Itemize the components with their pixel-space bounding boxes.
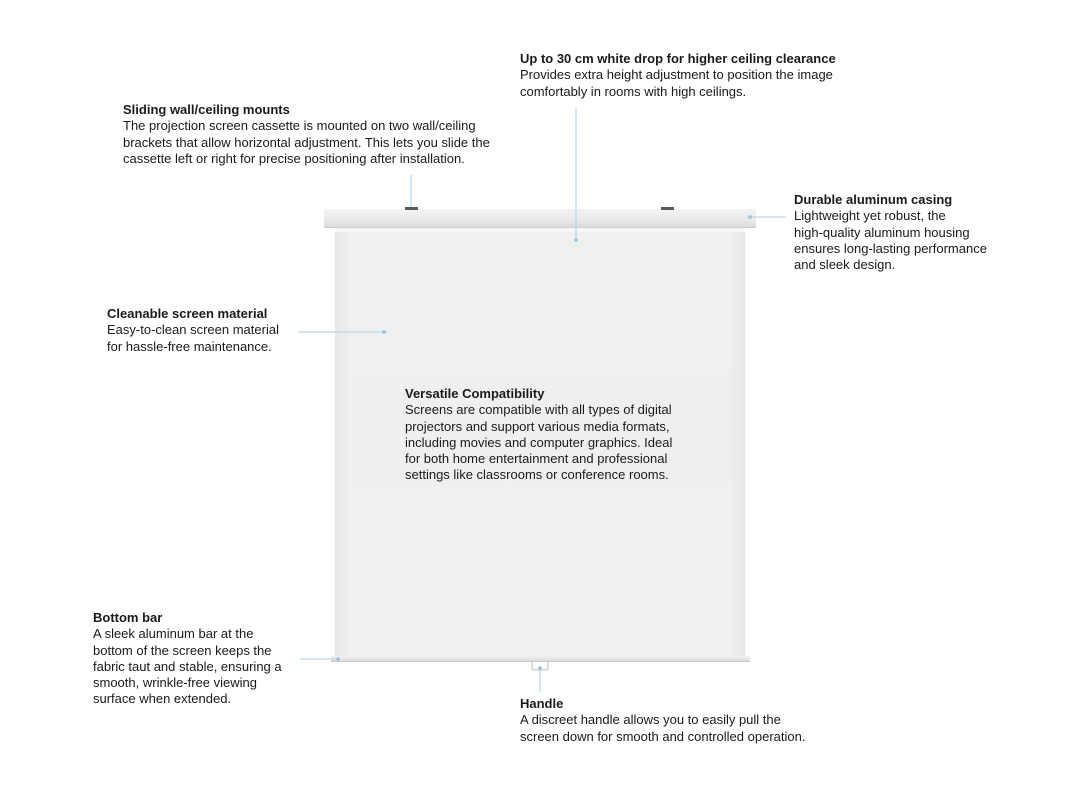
callout-body: Lightweight yet robust, the high-quality aluminum housing ensures long-lasting performance and sleek design. bbox=[794, 208, 987, 273]
callout-title: Up to 30 cm white drop for higher ceiling clearance bbox=[520, 51, 836, 66]
callout-body: Screens are compatible with all types of digital projectors and support various media formats, including movies and computer graphics. Ideal for both home entertainment and professional settings like classrooms or conference rooms. bbox=[405, 402, 673, 483]
callout-body: The projection screen cassette is mounted on two wall/ceiling brackets that allow horizontal adjustment. This lets you slide the cassette left or right for precise positioning after installation. bbox=[123, 118, 490, 166]
callout-body: A sleek aluminum bar at the bottom of the screen keeps the fabric taut and stable, ensuring a smooth, wrinkle-free viewing surface when extended. bbox=[93, 626, 282, 707]
callout-body: A discreet handle allows you to easily pull the screen down for smooth and controlled operation. bbox=[520, 712, 806, 744]
callout-title: Sliding wall/ceiling mounts bbox=[123, 102, 290, 117]
aluminum-casing bbox=[324, 209, 756, 228]
callout-title: Handle bbox=[520, 696, 564, 711]
callout-title: Bottom bar bbox=[93, 610, 163, 625]
callout-handle bbox=[520, 696, 860, 745]
callout-cleanable-material bbox=[107, 306, 307, 355]
callout-body: Provides extra height adjustment to position the image comfortably in rooms with high ceilings. bbox=[520, 67, 833, 99]
callout-aluminum-casing bbox=[794, 192, 1034, 273]
mount-bracket-right bbox=[661, 207, 674, 210]
callout-title: Durable aluminum casing bbox=[794, 192, 953, 207]
callout-compatibility bbox=[405, 386, 725, 484]
callout-title: Versatile Compatibility bbox=[405, 386, 545, 401]
mount-bracket-left bbox=[405, 207, 418, 210]
callout-title: Cleanable screen material bbox=[107, 306, 268, 321]
callout-body: Easy-to-clean screen material for hassle-free maintenance. bbox=[107, 322, 279, 354]
callout-sliding-mounts bbox=[123, 102, 533, 167]
callout-white-drop bbox=[520, 51, 880, 100]
callout-bottom-bar bbox=[93, 610, 313, 708]
